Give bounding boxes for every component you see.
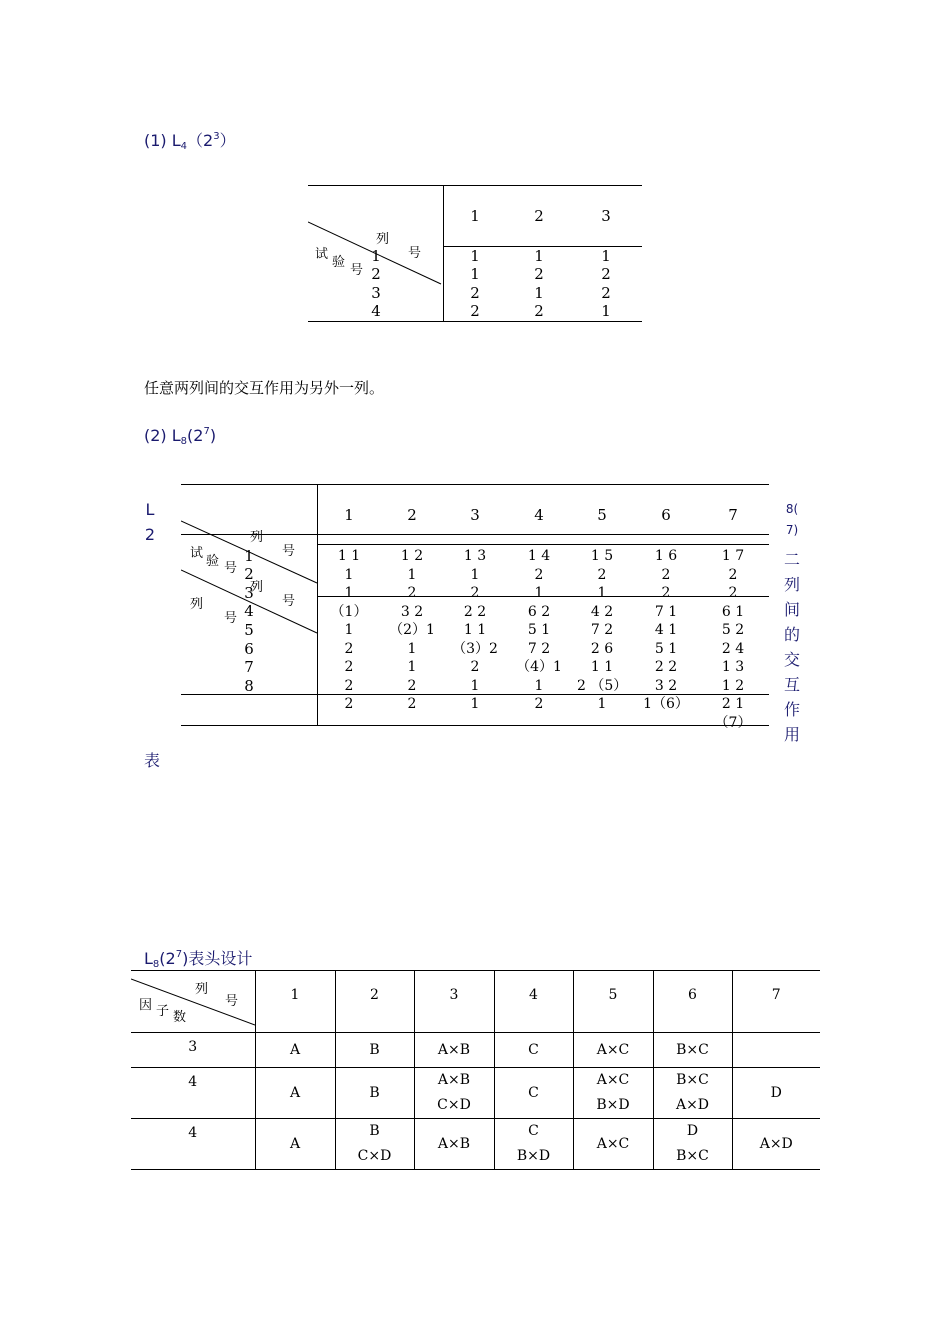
design-cell (335, 1119, 414, 1170)
table1-cell: 2 (601, 284, 611, 302)
table2-diag2-col: 列 (250, 580, 264, 595)
design-cell-line: B (369, 1084, 380, 1101)
overlap-value: 2 1 (721, 696, 745, 712)
design-cell-line: C (528, 1041, 539, 1058)
overlap-value: 1 3 (463, 548, 487, 564)
overlap-value: 2 (407, 585, 417, 601)
design-cell (573, 1068, 653, 1119)
section2-heading (144, 426, 216, 445)
design-cell (732, 1033, 820, 1068)
overlap-value: 5 2 (721, 622, 745, 638)
design-cell-line: B (369, 1123, 380, 1139)
table2-header: 2 (407, 506, 417, 524)
overlap-value: 5 1 (527, 622, 551, 638)
overlap-value: 1 (344, 585, 354, 601)
right-vertical-char: 用 (783, 725, 800, 744)
overlap-value: 7 1 (654, 603, 678, 620)
right-vertical-char: 二 (783, 550, 800, 569)
section2-end: ) (209, 426, 217, 445)
overlap-value: （2）1 (389, 622, 435, 638)
table2-left-vertical (140, 497, 160, 547)
design-row (131, 1119, 820, 1170)
overlap-value: 2 (728, 566, 738, 583)
design-header: 7 (732, 971, 820, 1033)
overlap-value: 1 (534, 677, 544, 694)
overlap-value: 2 2 (654, 659, 678, 675)
overlap-value: 6 1 (721, 603, 745, 620)
table1-diag-hao: 号 (408, 246, 422, 261)
overlap-value: 2 2 (463, 603, 487, 620)
overlap-value: 2 (470, 585, 480, 601)
overlap-value: 3 2 (654, 677, 678, 694)
design-factor-count: 4 (131, 1068, 255, 1119)
section1-end: ） (219, 131, 236, 150)
table2-row-label: 6 (244, 640, 254, 658)
overlap-value: 3 2 (400, 603, 424, 620)
overlap-value: 2 4 (721, 640, 745, 657)
design-cell-line: B×D (596, 1097, 630, 1113)
design-cell-line: A (289, 1041, 301, 1058)
overlap-value: 1 (470, 566, 480, 583)
right-vertical-char: 的 (783, 625, 800, 644)
design-cell-line: C×D (357, 1148, 392, 1164)
right-vertical-char: 作 (783, 700, 800, 719)
overlap-value: 2 (344, 659, 354, 675)
design-cell (494, 1033, 573, 1068)
overlap-value: 1 (470, 696, 480, 712)
overlap-value: 2 （5） (577, 677, 628, 694)
overlap-value: 1 (470, 677, 480, 694)
overlap-value: 1 2 (400, 548, 424, 564)
design-row (131, 1033, 820, 1068)
design-cell-line: A×B (437, 1041, 471, 1058)
table1-cell: 2 (601, 265, 611, 283)
table2-row-label: 2 (244, 565, 254, 583)
table2-header: 3 (470, 506, 480, 524)
table1-cell: 1 (534, 247, 544, 265)
overlap-value: 2 (470, 659, 480, 675)
design-cell (573, 1119, 653, 1170)
overlap-value: 1 (407, 640, 417, 657)
overlap-value: 1 1 (463, 622, 487, 638)
table2-row-label: 3 (244, 584, 254, 602)
overlap-value: 1 2 (721, 677, 745, 694)
overlap-value: 1 1 (590, 659, 614, 675)
design-cell-line: A×D (675, 1097, 710, 1113)
overlap-value: 7 2 (527, 640, 551, 657)
overlap-value: 1 (597, 696, 607, 712)
design-diag-yin: 因 (139, 998, 153, 1013)
table1-header-3: 3 (601, 207, 611, 225)
table2-header: 6 (661, 506, 671, 524)
design-cell (255, 1033, 335, 1068)
left-vertical-char: 2 (144, 525, 156, 544)
design-cell (653, 1068, 732, 1119)
right-vertical-char: 间 (783, 600, 800, 619)
right-vertical-top-char: 8( (785, 502, 799, 516)
table1-cell: 2 (534, 302, 544, 320)
design-diag-hao: 号 (225, 994, 239, 1009)
design-cell-line: A×B (437, 1135, 471, 1152)
overlap-value: 1 (344, 566, 354, 583)
overlap-value: 1 (534, 585, 544, 601)
interaction-note: 任意两列间的交互作用为另外一列。 (144, 379, 385, 397)
right-vertical-char: 交 (783, 650, 800, 669)
design-cell-line: D (686, 1123, 699, 1139)
design-cell (653, 1033, 732, 1068)
design-diag-shu: 数 (173, 1010, 187, 1025)
table2-row-label: 5 (244, 621, 254, 639)
overlap-value: 1 7 (721, 548, 745, 564)
design-title-pre: L (144, 949, 153, 968)
design-title (144, 946, 252, 969)
right-vertical-top-char: 7) (785, 523, 799, 537)
table1-cell: 1 (601, 302, 611, 320)
design-cell-line: C (528, 1084, 539, 1101)
section2-sup: 7 (203, 426, 210, 437)
section2-mid: (2 (187, 426, 204, 445)
design-cell (335, 1033, 414, 1068)
table1-cell: 1 (601, 247, 611, 265)
design-header: 4 (494, 971, 573, 1033)
section1-sub: 4 (180, 141, 188, 152)
table2-diag-yan: 验 (206, 554, 220, 569)
table2-diag2-hao: 号 (282, 594, 296, 609)
right-vertical-char: 列 (783, 575, 800, 594)
design-diag-cell (131, 971, 255, 1033)
table2-header: 5 (597, 506, 607, 524)
overlap-value: 1（6） (643, 696, 689, 712)
overlap-value: 1 1 (337, 548, 361, 564)
overlap-value: 4 1 (654, 622, 678, 638)
overlap-value: 2 (661, 566, 671, 583)
design-cell-line: A×C (596, 1135, 630, 1152)
overlap-value: 1 3 (721, 659, 745, 675)
table1-row-label: 4 (371, 302, 381, 320)
table2-diag-shi: 试 (190, 546, 204, 561)
table1-diag-col: 列 (376, 232, 390, 247)
overlap-value: 2 (407, 677, 417, 694)
table1-cell: 1 (470, 247, 480, 265)
design-header: 6 (653, 971, 732, 1033)
overlap-value: 2 (597, 566, 607, 583)
overlap-value: （4）1 (516, 659, 562, 675)
design-cell (414, 1119, 494, 1170)
overlap-value: 6 2 (527, 603, 551, 620)
design-title-end: )表头设计 (182, 949, 253, 968)
design-cell (494, 1068, 573, 1119)
table1-cell: 2 (470, 302, 480, 320)
design-cell-line: A (289, 1084, 301, 1101)
design-factor-count: 4 (131, 1119, 255, 1170)
left-vertical-char: L (145, 500, 155, 519)
table1-row-label: 2 (371, 265, 381, 283)
table1-cell: 2 (470, 284, 480, 302)
table2-row-label: 8 (244, 677, 254, 695)
table1-cell: 2 (534, 265, 544, 283)
overlap-value: 2 (534, 566, 544, 583)
table1-row-label: 1 (371, 247, 381, 265)
table1-header-2: 2 (534, 207, 544, 225)
overlap-value: 1 6 (654, 548, 678, 564)
overlap-value: 2 (728, 585, 738, 601)
overlap-value: 5 1 (654, 640, 678, 657)
design-factor-count: 3 (131, 1033, 255, 1068)
design-cell-line: A×B (437, 1072, 471, 1088)
design-table (131, 970, 820, 1170)
design-title-mid: (2 (159, 949, 176, 968)
overlap-value: 7 2 (590, 622, 614, 638)
design-body (131, 1033, 820, 1170)
design-cell (255, 1119, 335, 1170)
overlap-value: 2 (661, 585, 671, 601)
design-cell (732, 1119, 820, 1170)
overlap-value: （7） (714, 714, 752, 731)
table1-diag-yan: 验 (332, 255, 346, 270)
section1-heading (144, 128, 236, 151)
table2-row-label: 4 (244, 602, 254, 620)
design-diag-col: 列 (195, 982, 209, 997)
design-row (131, 1068, 820, 1119)
design-cell (255, 1068, 335, 1119)
section2-label: (2) L (144, 426, 181, 445)
design-cell-line: B (369, 1041, 380, 1058)
design-header: 2 (335, 971, 414, 1033)
section1-sup: 3 (213, 131, 220, 142)
right-vertical-char: 互 (783, 675, 800, 694)
table2-diag2-hao2: 号 (224, 611, 238, 626)
design-header-row (131, 971, 820, 1033)
table2-header: 1 (344, 506, 354, 524)
overlap-value: 2 (344, 640, 354, 657)
table2-right-vertical-top (782, 497, 802, 543)
design-diag-zi: 子 (156, 1004, 170, 1019)
overlap-value: 2 (344, 677, 354, 694)
section1-mid: （2 (187, 131, 214, 150)
table2-trailing-char: 表 (144, 751, 161, 770)
design-title-sup: 7 (175, 949, 183, 960)
table1-header-1: 1 (470, 207, 480, 225)
design-cell-line: B×C (676, 1041, 709, 1058)
table2-diag-col: 列 (250, 530, 264, 545)
table2-diag-hao2: 号 (224, 561, 238, 576)
design-cell-line: A×D (759, 1135, 793, 1152)
design-cell-line: A×C (596, 1041, 630, 1058)
design-cell (494, 1119, 573, 1170)
design-header: 1 (255, 971, 335, 1033)
overlap-value: 2 (407, 696, 417, 712)
table1-cell: 1 (534, 284, 544, 302)
overlap-value: 1 (407, 566, 417, 583)
table1-diag-shi: 试 (315, 247, 329, 262)
design-cell (653, 1119, 732, 1170)
section2-sub: 8 (180, 436, 188, 447)
overlap-value: 1 4 (527, 548, 551, 564)
table2-diag2-lie: 列 (190, 597, 204, 612)
design-cell (414, 1068, 494, 1119)
design-cell (573, 1033, 653, 1068)
overlap-value: 2 (344, 696, 354, 712)
design-cell (335, 1068, 414, 1119)
design-cell-line: B×C (676, 1148, 709, 1164)
section1-label: (1) L (144, 131, 181, 150)
design-cell-line: D (770, 1084, 782, 1101)
overlap-value: 2 6 (590, 640, 614, 657)
overlap-value: （1） (330, 603, 368, 620)
design-header: 3 (414, 971, 494, 1033)
table2-diag-hao: 号 (282, 544, 296, 559)
design-cell-line: C (528, 1123, 539, 1139)
overlap-value: 4 2 (590, 603, 614, 620)
overlap-value: 1 (597, 585, 607, 601)
table2-right-vertical (782, 547, 802, 747)
overlap-value: 1 5 (590, 548, 614, 564)
design-cell-line: C×D (437, 1097, 471, 1113)
overlap-value: 1 (344, 622, 354, 638)
table1-cell: 1 (470, 265, 480, 283)
table1-row-label: 3 (371, 284, 381, 302)
overlap-value: 2 (534, 696, 544, 712)
table2-header: 7 (728, 506, 738, 524)
design-cell (414, 1033, 494, 1068)
overlap-value: （3）2 (452, 640, 498, 657)
design-cell-line: A (289, 1135, 301, 1152)
design-cell-line: A×C (596, 1072, 630, 1088)
table2-row-label: 1 (244, 547, 254, 565)
table1-diag-hao2: 号 (350, 263, 364, 278)
design-cell-line: B×D (516, 1148, 551, 1164)
design-cell-line: B×C (676, 1072, 709, 1088)
design-title-sub: 8 (152, 959, 160, 970)
table2-header: 4 (534, 506, 544, 524)
design-cell (732, 1068, 820, 1119)
overlap-value: 1 (407, 659, 417, 675)
table2-row-label: 7 (244, 658, 254, 676)
design-header: 5 (573, 971, 653, 1033)
